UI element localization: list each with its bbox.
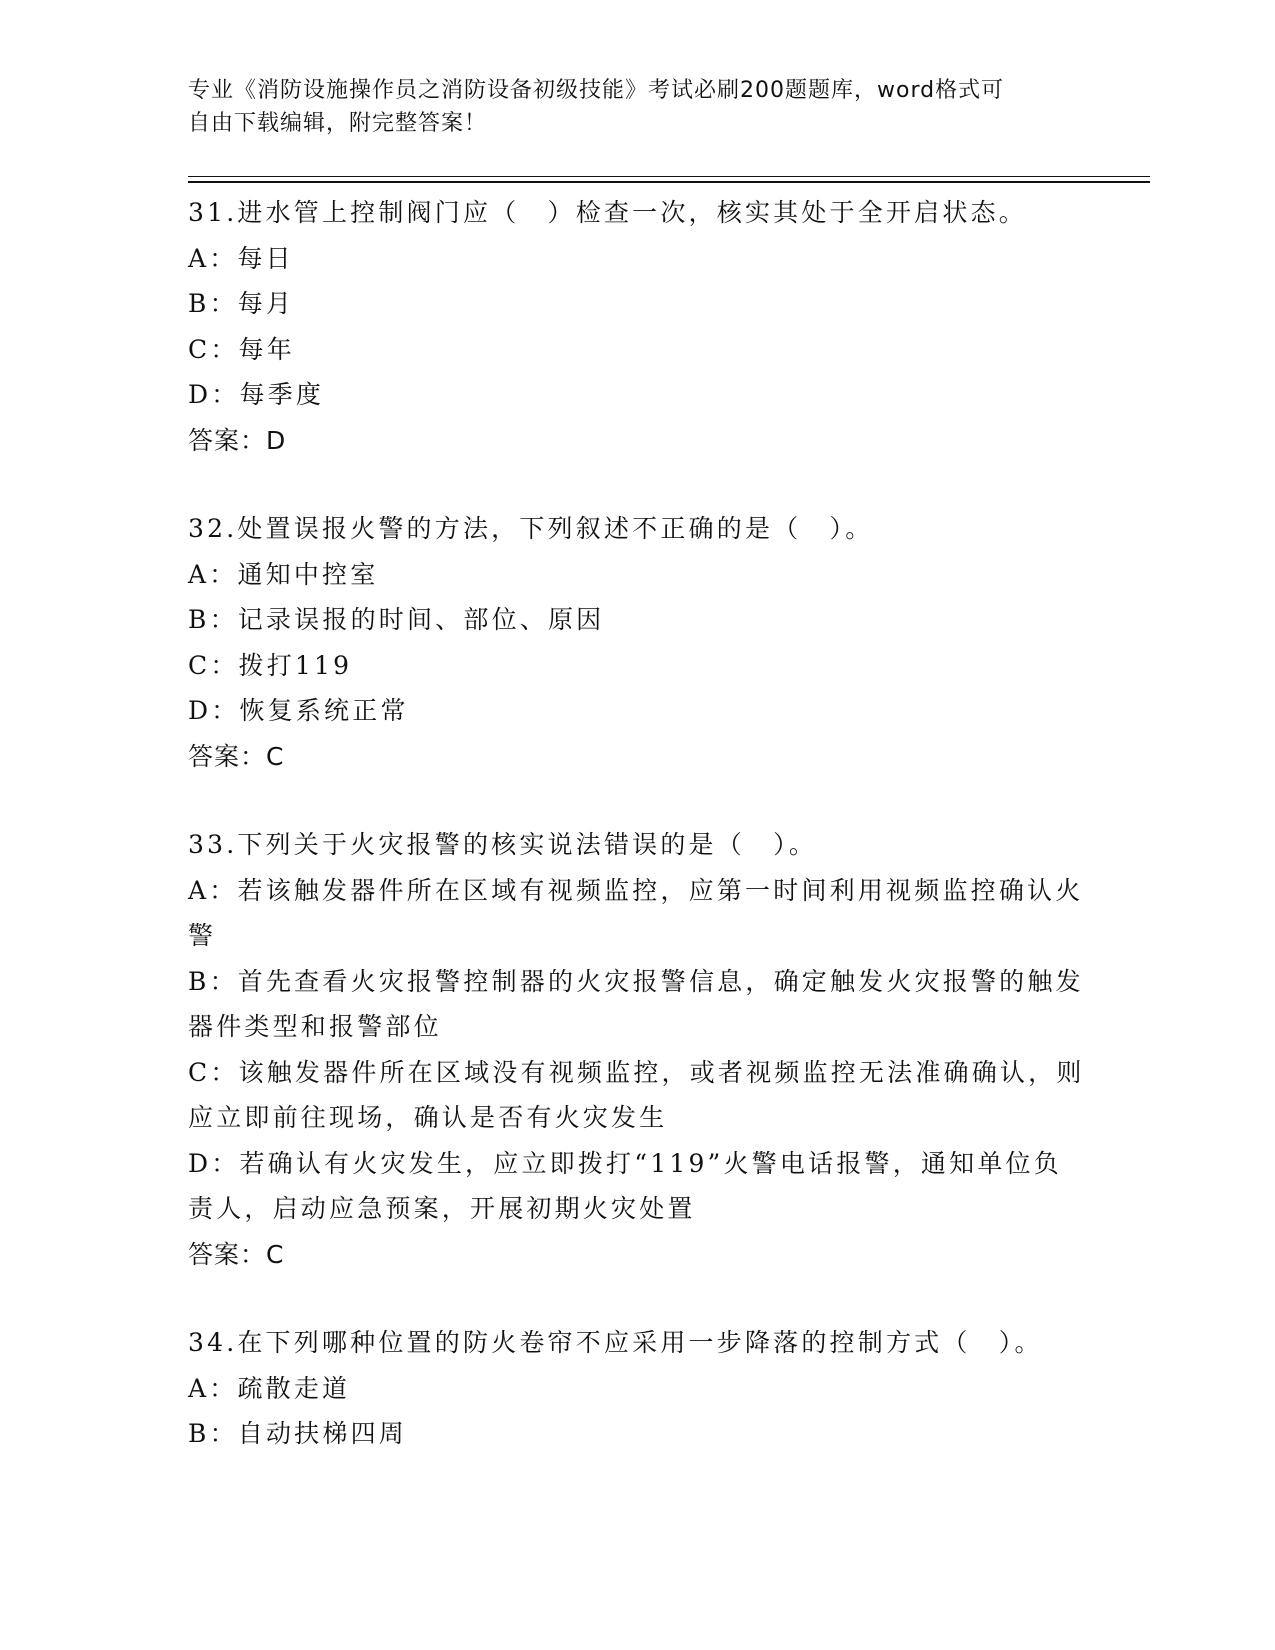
option-c: C：拨打119 (188, 650, 353, 680)
header-line-1: 专业《消防设施操作员之消防设备初级技能》考试必刷200题题库，word格式可 (188, 78, 1005, 103)
option-d: D：若确认有火灾发生，应立即拨打“119”火警电话报警，通知单位负责人，启动应急预案，开展初期火灾处置 (188, 1148, 1062, 1223)
option-d: D：恢复系统正常 (188, 696, 409, 725)
option-b: B：首先查看火灾报警控制器的火灾报警信息，确定触发火灾报警的触发器件类型和报警部位 (188, 966, 1084, 1041)
option-b: B：记录误报的时间、部位、原因 (188, 605, 605, 634)
option-b: B：每月 (188, 289, 295, 318)
option-a: A：若该触发器件所在区域有视频监控，应第一时间利用视频监控确认火警 (188, 875, 1084, 950)
question-32 (188, 506, 1088, 779)
option-d: D：每季度 (188, 380, 325, 409)
header-rule-thin (188, 176, 1150, 177)
option-b: B：自动扶梯四周 (188, 1419, 407, 1448)
question-stem: 31.进水管上控制阀门应（ ）检查一次，核实其处于全开启状态。 (188, 198, 1027, 227)
option-c: C：每年 (188, 334, 295, 364)
option-a: A：疏散走道 (188, 1373, 351, 1403)
question-stem: 34.在下列哪种位置的防火卷帘不应采用一步降落的控制方式（ ）。 (188, 1328, 1043, 1357)
answer-line: 答案：C (188, 1239, 285, 1269)
header-line-2: 自由下载编辑，附完整答案！ (188, 111, 488, 136)
question-stem: 33.下列关于火灾报警的核实说法错误的是（ ）。 (188, 830, 818, 859)
question-31 (188, 190, 1088, 463)
option-a: A：每日 (188, 243, 294, 273)
option-a: A：通知中控室 (188, 559, 379, 589)
question-34 (188, 1320, 1088, 1457)
question-stem: 32.处置误报火警的方法，下列叙述不正确的是（ ）。 (188, 514, 874, 543)
answer-line: 答案：D (188, 425, 287, 455)
answer-line: 答案：C (188, 741, 285, 771)
question-list (188, 190, 1088, 1500)
option-c: C：该触发器件所在区域没有视频监控，或者视频监控无法准确确认，则应立即前往现场，确认是否有火灾发生 (188, 1057, 1085, 1132)
document-header (188, 74, 1068, 140)
question-33 (188, 822, 1088, 1277)
header-rule-thick (188, 181, 1150, 183)
